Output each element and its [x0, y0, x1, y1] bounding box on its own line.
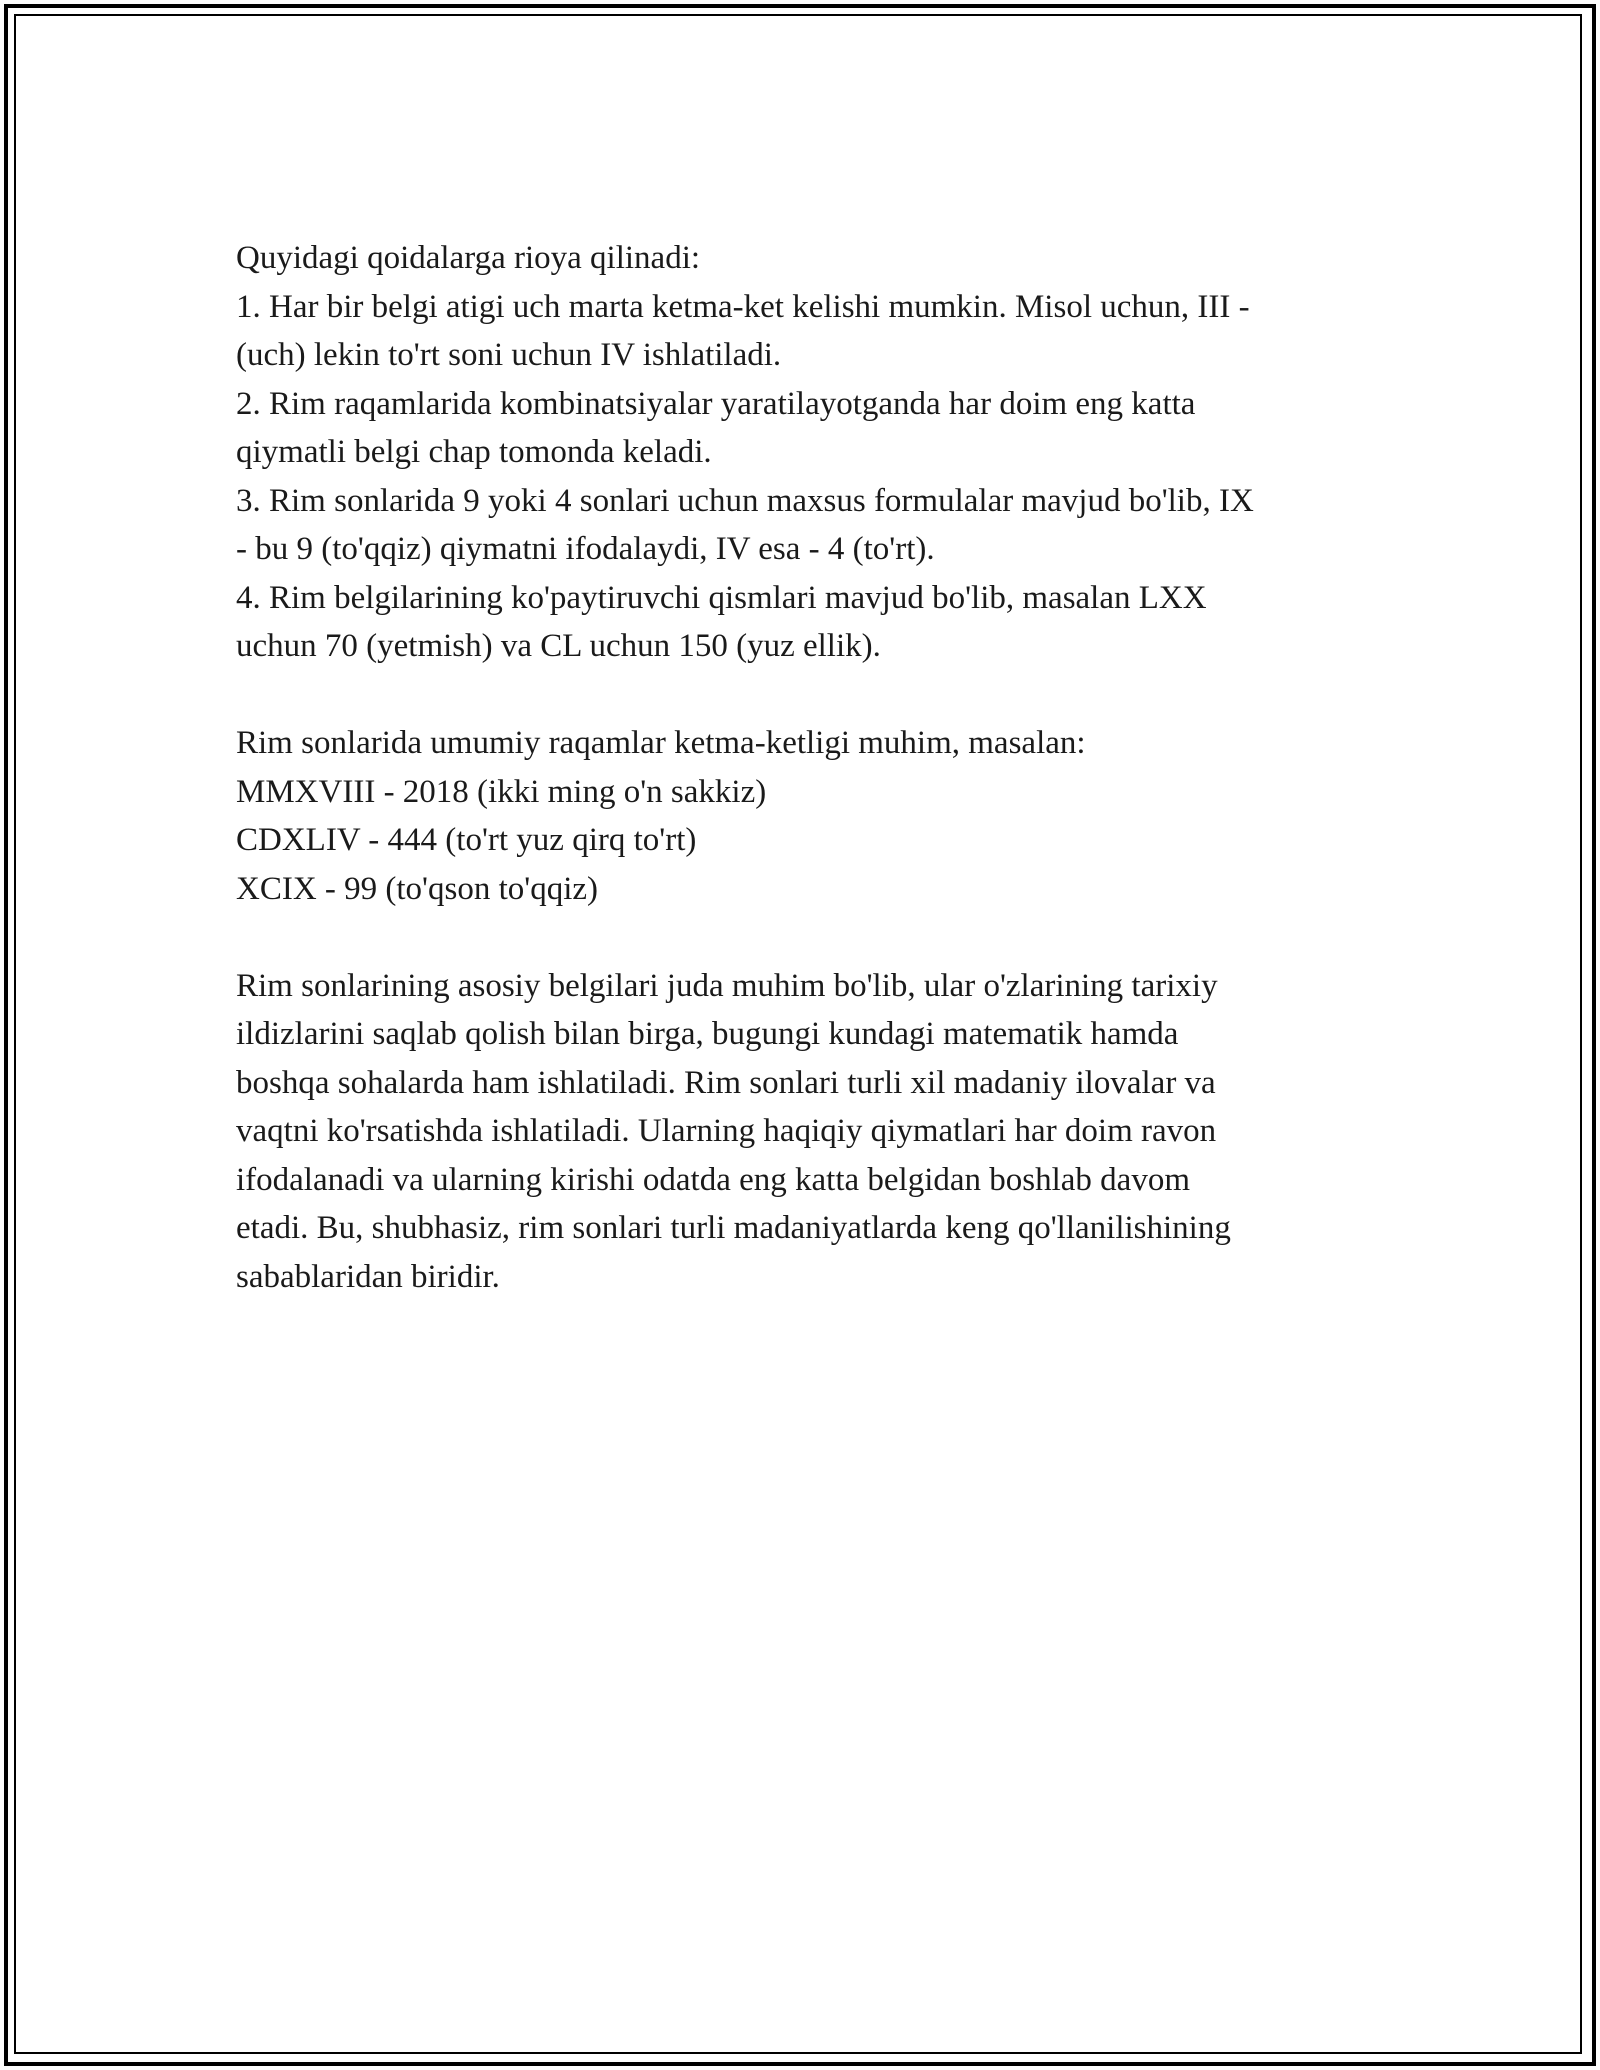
paragraph-gap [236, 913, 1376, 962]
rule-3-line-2: - bu 9 (to'qqiz) qiymatni ifodalaydi, IV esa - 4 (to'rt). [236, 531, 935, 567]
conclusion-line: sabablaridan biridir. [236, 1258, 500, 1295]
rule-1-line-2: (uch) lekin to'rt soni uchun IV ishlatiladi. [236, 337, 782, 373]
sequence-intro: Rim sonlarida umumiy raqamlar ketma-ketligi muhim, masalan: [236, 725, 1086, 761]
example-line: CDXLIV - 444 (to'rt yuz qirq to'rt) [236, 822, 697, 858]
conclusion-line: boshqa sohalarda ham ishlatiladi. Rim sonlari turli xil madaniy ilovalar va [236, 1064, 1216, 1101]
rule-1 [236, 283, 1376, 380]
conclusion-line: ifodalanadi va ularning kirishi odatda eng katta belgidan boshlab davom [236, 1161, 1190, 1198]
conclusion-paragraph [236, 962, 1376, 1302]
document-body [236, 234, 1376, 1301]
paragraph-gap [236, 671, 1376, 720]
rule-1-line-1: 1. Har bir belgi atigi uch marta ketma-ket kelishi mumkin. Misol uchun, III - [236, 288, 1250, 325]
rule-4-line-2: uchun 70 (yetmish) va CL uchun 150 (yuz ellik). [236, 628, 881, 664]
conclusion-line: etadi. Bu, shubhasiz, rim sonlari turli madaniyatlarda keng qo'llanilishining [236, 1210, 1231, 1246]
rule-4-line-1: 4. Rim belgilarining ko'paytiruvchi qismlari mavjud bo'lib, masalan LXX [236, 579, 1207, 616]
conclusion-line: Rim sonlarining asosiy belgilari juda muhim bo'lib, ular o'zlarining tarixiy [236, 967, 1218, 1004]
rule-4 [236, 574, 1376, 671]
conclusion-line: ildizlarini saqlab qolish bilan birga, bugungi kundagi matematik hamda [236, 1016, 1179, 1052]
example-line: MMXVIII - 2018 (ikki ming o'n sakkiz) [236, 773, 767, 810]
rule-3 [236, 477, 1376, 574]
rules-intro: Quyidagi qoidalarga rioya qilinadi: [236, 240, 701, 276]
rule-3-line-1: 3. Rim sonlarida 9 yoki 4 sonlari uchun maxsus formulalar mavjud bo'lib, IX [236, 482, 1254, 519]
rule-2-line-1: 2. Rim raqamlarida kombinatsiyalar yaratilayotganda har doim eng katta [236, 385, 1196, 422]
rule-2-line-2: qiymatli belgi chap tomonda keladi. [236, 434, 712, 470]
conclusion-line: vaqtni ko'rsatishda ishlatiladi. Ularning haqiqiy qiymatlari har doim ravon [236, 1113, 1217, 1149]
rule-2 [236, 380, 1376, 477]
example-line: XCIX - 99 (to'qson to'qqiz) [236, 870, 599, 907]
